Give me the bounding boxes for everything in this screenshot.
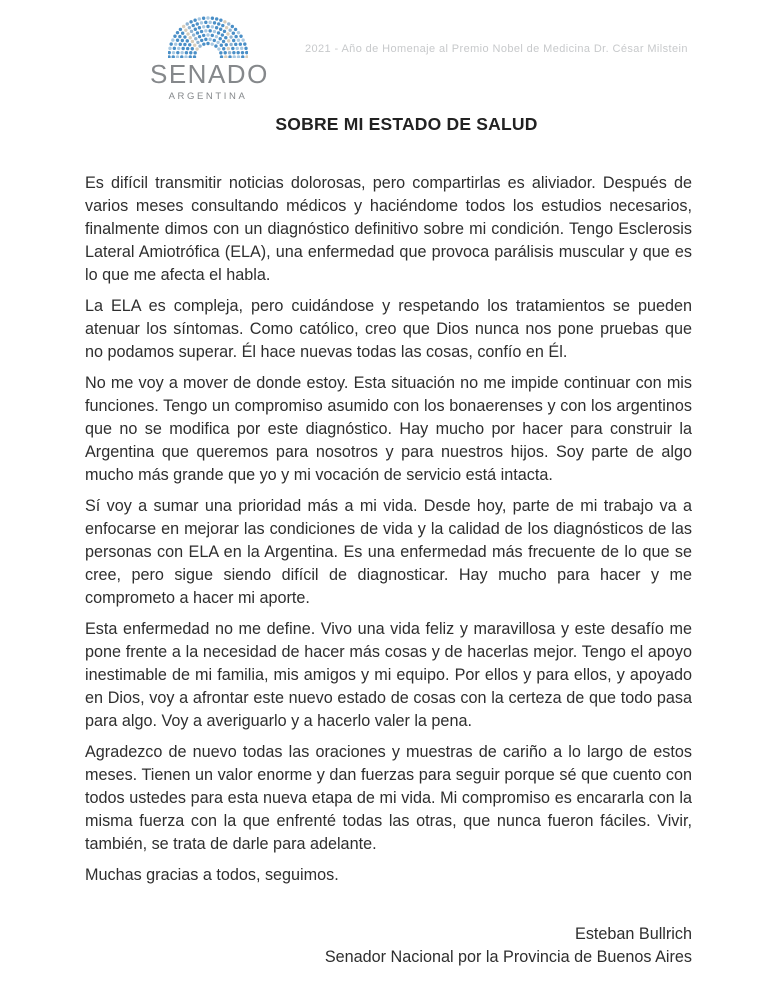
closing-paragraph: Muchas gracias a todos, seguimos. [85, 866, 339, 884]
senado-logo-subtitle: ARGENTINA [168, 91, 248, 102]
paragraph-2: La ELA es compleja, pero cuidándose y respetando los tratamientos se pueden atenuar los síntomas. Como católico, creo que Dios nunca nos pone pruebas que no podamos superar. Él hace nuevas todas las cosas, confío en Él. [85, 297, 692, 361]
senado-hemicycle-icon [168, 16, 248, 58]
senado-logo [150, 16, 269, 102]
senado-logo-name: SENADO [150, 59, 269, 89]
paragraph-1: Es difícil transmitir noticias dolorosas, pero compartirlas es aliviador. Después de varios meses consultando médicos y haciéndome todos los estudios necesarios, finalmente dimos con un diagnóstico definitivo sobre mi condición. Tengo Esclerosis Lateral Amiotrófica (ELA), una enfermedad que provoca parálisis muscular y que es lo que me afecta el habla. [85, 174, 692, 284]
paragraph-6: Agradezco de nuevo todas las oraciones y muestras de cariño a lo largo de estos meses. Tienen un valor enorme y dan fuerzas para seguir porque sé que cuento con todos ustedes para esta nueva etapa de mi vida. Mi compromiso es encararla con la misma fuerza con la que enfrenté todas las otras, que nunca fueron fáciles. Vivir, también, se trata de darle para adelante. [85, 743, 692, 853]
paragraph-4: Sí voy a sumar una prioridad más a mi vida. Desde hoy, parte de mi trabajo va a enfocarse en mejorar las condiciones de vida y la calidad de los diagnósticos de las personas con ELA en la Argentina. Es una enfermedad más frecuente de lo que se cree, pero sigue siendo difícil de diagnosticar. Hay mucho para hacer y me comprometo a hacer mi aporte. [85, 497, 692, 607]
header-tagline: 2021 - Año de Homenaje al Premio Nobel de Medicina Dr. César Milstein [305, 43, 688, 55]
letter-title: SOBRE MI ESTADO DE SALUD [275, 114, 538, 134]
paragraph-3: No me voy a mover de donde estoy. Esta situación no me impide continuar con mis funciones. Tengo un compromiso asumido con los bonaerenses y con los argentinos que no se modifica por este diagnóstico. Hay mucho por hacer para construir la Argentina que queremos para nosotros y para nuestros hijos. Soy parte de algo mucho más grande que yo y mi vocación de servicio está intacta. [85, 374, 692, 484]
signature-role: Senador Nacional por la Provincia de Buenos Aires [324, 948, 692, 966]
signature-name: Esteban Bullrich [575, 925, 692, 943]
signature-block [85, 923, 692, 969]
paragraph-5: Esta enfermedad no me define. Vivo una vida feliz y maravillosa y este desafío me pone frente a la necesidad de hacer más cosas y de hacerlas mejor. Tengo el apoyo inestimable de mi familia, mis amigos y mi equipo. Por ellos y para ellos, y apoyado en Dios, voy a afrontar este nuevo estado de cosas con la certeza de que todo pasa para algo. Voy a averiguarlo y a hacerlo valer la pena. [85, 620, 692, 730]
letter-body [85, 172, 692, 969]
